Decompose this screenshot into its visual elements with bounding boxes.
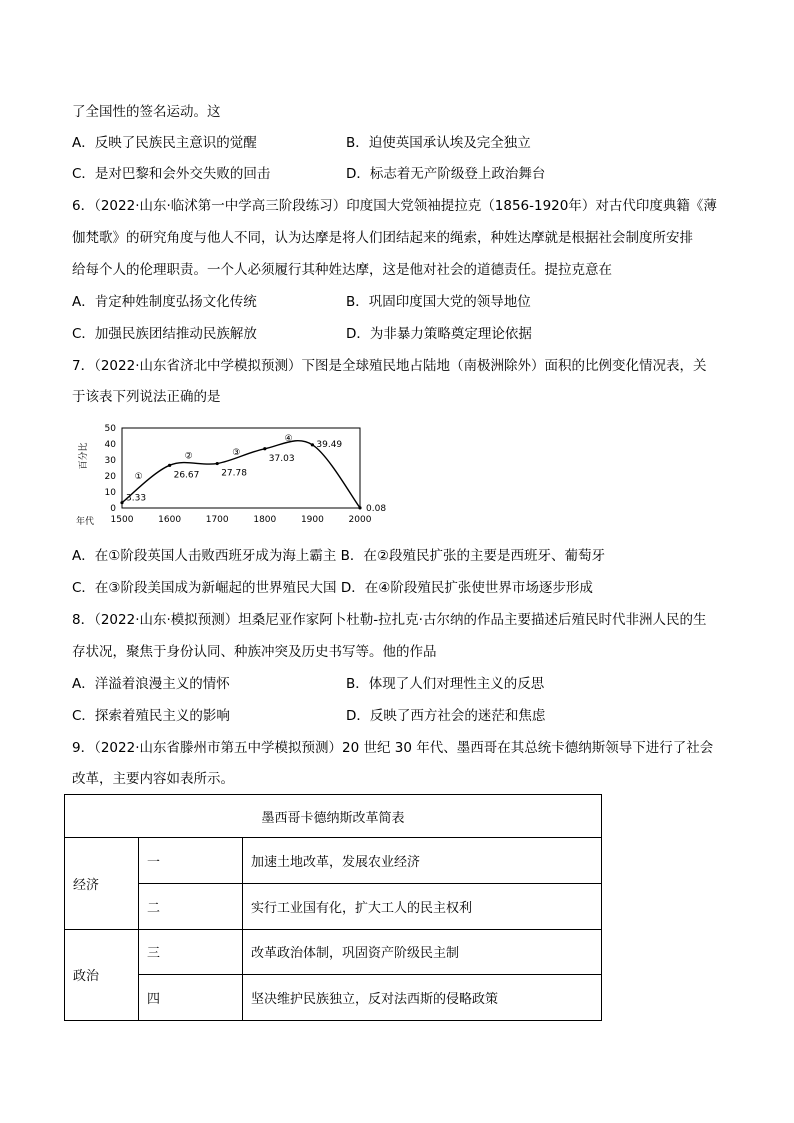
y-tick-label: 0 xyxy=(110,504,116,514)
table-group-politics: 政治 xyxy=(65,929,139,1021)
q8-stem-line-1: 8．（2022·山东·模拟预测）坦桑尼亚作家阿卜杜勒-拉扎克·古尔纳的作品主要描述后殖民时代非洲人民的生 xyxy=(72,612,707,628)
q7-stem-line-2: 于该表下列说法正确的是 xyxy=(72,389,221,405)
chart-x-axis-label: 年代 xyxy=(76,517,95,527)
x-tick-label: 1900 xyxy=(300,515,324,525)
data-label: 3.33 xyxy=(126,493,147,504)
q6-stem-line-3: 给每个人的伦理职责。一个人必须履行其种姓达摩，这是他对社会的道德责任。提拉克意在 xyxy=(72,262,612,278)
table-row-number: 四 xyxy=(139,975,243,1021)
q5-option-a[interactable]: A．反映了民族民主意识的觉醒 xyxy=(72,135,257,151)
stage-marker: ④ xyxy=(284,433,293,444)
chart-y-axis-label: 百分比 xyxy=(79,442,89,470)
q5-option-b[interactable]: B．迫使英国承认埃及完全独立 xyxy=(346,135,531,151)
q7-stem-line-1: 7．（2022·山东省济北中学模拟预测）下图是全球殖民地占陆地（南极洲除外）面积的比例变化情况表，关 xyxy=(72,358,707,374)
colony-area-chart xyxy=(72,420,392,532)
q5-option-d[interactable]: D．标志着无产阶级登上政治舞台 xyxy=(346,166,546,182)
y-tick-label: 30 xyxy=(104,456,116,466)
x-tick-label: 2000 xyxy=(348,515,372,525)
q7-option-cd[interactable]: C．在③阶段美国成为新崛起的世界殖民大国 D．在④阶段殖民扩张使世界市场逐步形成 xyxy=(72,580,593,596)
q9-stem-line-1: 9．（2022·山东省滕州市第五中学模拟预测）20 世纪 30 年代、墨西哥在其总统卡德纳斯领导下进行了社会 xyxy=(72,740,714,756)
table-row-number: 三 xyxy=(139,929,243,975)
data-label: 27.78 xyxy=(221,468,247,479)
reform-table xyxy=(64,794,602,1021)
data-point xyxy=(358,506,361,509)
stage-marker: ③ xyxy=(232,448,241,459)
data-point xyxy=(263,447,266,450)
table-row-content: 改革政治体制，巩固资产阶级民主制 xyxy=(243,929,602,975)
q8-stem-line-2: 存状况，聚焦于身份认同、种族冲突及历史书写等。他的作品 xyxy=(72,644,437,660)
x-tick-label: 1800 xyxy=(253,515,277,525)
table-row-content: 加速土地改革，发展农业经济 xyxy=(243,838,602,884)
question-5-tail: 了全国性的签名运动。这 xyxy=(72,104,221,120)
q8-option-a[interactable]: A．洋溢着浪漫主义的情怀 xyxy=(72,676,230,692)
data-label: 26.67 xyxy=(173,470,200,481)
table-row-number: 一 xyxy=(139,838,243,884)
q6-option-c[interactable]: C．加强民族团结推动民族解放 xyxy=(72,326,257,342)
q6-option-a[interactable]: A．肯定种姓制度弘扬文化传统 xyxy=(72,294,257,310)
q6-option-d[interactable]: D．为非暴力策略奠定理论依据 xyxy=(346,326,532,342)
q8-option-d[interactable]: D．反映了西方社会的迷茫和焦虑 xyxy=(346,708,546,724)
q5-option-c[interactable]: C．是对巴黎和会外交失败的回击 xyxy=(72,166,271,182)
table-group-economy: 经济 xyxy=(65,838,139,930)
y-tick-label: 20 xyxy=(104,472,116,482)
x-tick-label: 1700 xyxy=(205,515,229,525)
table-title: 墨西哥卡德纳斯改革简表 xyxy=(65,795,602,838)
x-tick-label: 1500 xyxy=(110,515,134,525)
q7-option-ab[interactable]: A．在①阶段英国人击败西班牙成为海上霸主 B．在②段殖民扩张的主要是西班牙、葡萄牙 xyxy=(72,548,605,564)
q6-stem-line-1: 6．（2022·山东·临沭第一中学高三阶段练习）印度国大党领袖提拉克（1856-1920年）对古代印度典籍《薄 xyxy=(72,198,717,214)
q8-option-c[interactable]: C．探索着殖民主义的影响 xyxy=(72,708,230,724)
data-label: 37.03 xyxy=(268,453,295,464)
q6-option-b[interactable]: B．巩固印度国大党的领导地位 xyxy=(346,294,531,310)
stage-marker: ② xyxy=(184,451,193,462)
table-row-content: 实行工业国有化，扩大工人的民主权利 xyxy=(243,883,602,929)
x-tick-label: 1600 xyxy=(158,515,182,525)
q6-stem-line-2: 伽梵歌》的研究角度与他人不同，认为达摩是将人们团结起来的绳索，种姓达摩就是根据社会制度所安排 xyxy=(72,230,693,246)
data-point xyxy=(216,462,219,465)
q8-option-b[interactable]: B．体现了人们对理性主义的反思 xyxy=(346,676,545,692)
data-label: 39.49 xyxy=(316,439,343,450)
table-row-number: 二 xyxy=(139,883,243,929)
y-tick-label: 50 xyxy=(104,424,116,434)
data-point xyxy=(311,443,314,446)
stage-marker: ① xyxy=(134,472,143,483)
data-label: 0.08 xyxy=(366,503,387,514)
data-point xyxy=(168,464,171,467)
y-tick-label: 10 xyxy=(104,488,116,498)
data-point xyxy=(120,501,123,504)
y-tick-label: 40 xyxy=(104,440,116,450)
q9-stem-line-2: 改革，主要内容如表所示。 xyxy=(72,771,234,787)
table-row-content: 坚决维护民族独立，反对法西斯的侵略政策 xyxy=(243,975,602,1021)
